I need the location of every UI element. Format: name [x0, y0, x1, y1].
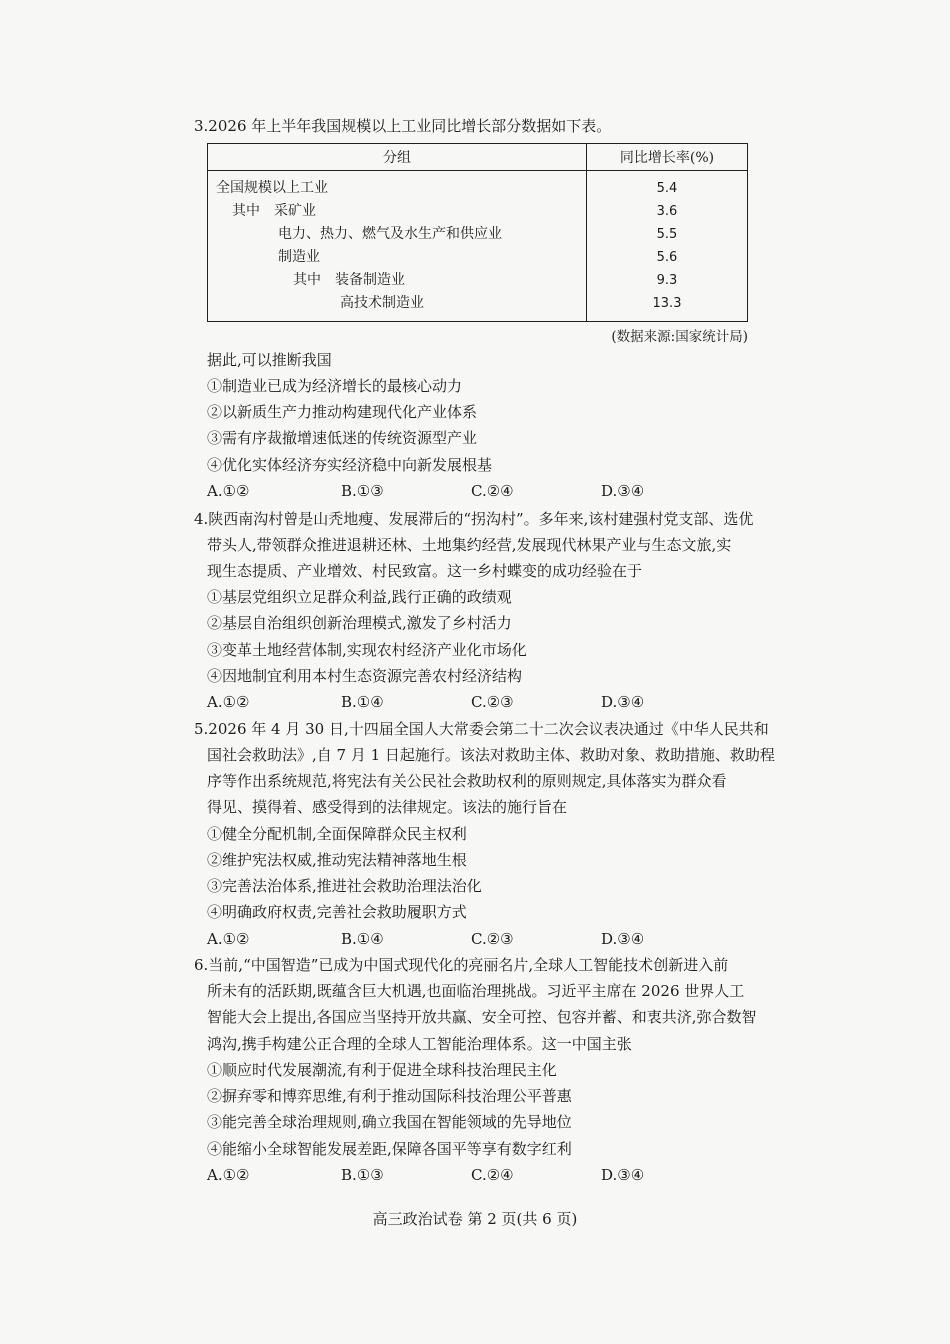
- row-value: 5.4: [656, 181, 678, 196]
- choice-b: B.①③: [341, 482, 384, 500]
- q5-stem-line-3: 序等作出系统规范,将宪法有关公民社会救助权利的原则规定,具体落实为群众看: [207, 772, 727, 790]
- table-row: [208, 223, 748, 246]
- choice-c: C.②③: [471, 930, 514, 948]
- choice-a: A.①②: [207, 482, 250, 500]
- row-label: 全国规模以上工业: [208, 171, 587, 201]
- row-label: 制造业: [208, 246, 587, 269]
- row-value: 13.3: [652, 296, 682, 311]
- growth-table: [207, 143, 748, 322]
- row-value: 3.6: [656, 204, 678, 219]
- choice-d: D.③④: [601, 930, 645, 948]
- q5-option-3: ③完善法治体系,推进社会救助治理法治化: [207, 877, 482, 895]
- table-header-row: [208, 144, 748, 171]
- table-row: [208, 292, 748, 322]
- choice-c: C.②③: [471, 693, 514, 711]
- q3-option-1: ①制造业已成为经济增长的最核心动力: [207, 377, 463, 395]
- q3-option-4: ④优化实体经济夯实经济稳中向新发展根基: [207, 456, 493, 474]
- q4-stem-line-1: 4.陕西南沟村曾是山秃地瘦、发展滞后的“拐沟村”。多年来,该村建强村党支部、选优: [194, 510, 754, 528]
- q4-option-2: ②基层自治组织创新治理模式,激发了乡村活力: [207, 614, 512, 632]
- q3-prompt: 据此,可以推断我国: [207, 351, 332, 369]
- q4-choices: [207, 692, 667, 712]
- q6-choices: [207, 1165, 667, 1185]
- q6-stem-line-2: 所未有的活跃期,既蕴含巨大机遇,也面临治理挑战。习近平主席在 2026 世界人工: [207, 982, 745, 1000]
- row-value: 9.3: [656, 273, 678, 288]
- header-group: 分组: [208, 144, 587, 171]
- q5-stem-line-4: 得见、摸得着、感受得到的法律规定。该法的施行旨在: [207, 798, 568, 816]
- row-label: 其中 采矿业: [208, 200, 587, 223]
- table-row: [208, 171, 748, 201]
- choice-d: D.③④: [601, 1166, 645, 1184]
- q5-option-1: ①健全分配机制,全面保障群众民主权利: [207, 825, 467, 843]
- q6-option-3: ③能完善全球治理规则,确立我国在智能领域的先导地位: [207, 1113, 572, 1131]
- q4-stem-line-3: 现生态提质、产业增效、村民致富。这一乡村蝶变的成功经验在于: [207, 562, 643, 580]
- row-value: 5.5: [656, 227, 678, 242]
- q5-option-4: ④明确政府权责,完善社会救助履职方式: [207, 903, 467, 921]
- table-row: [208, 200, 748, 223]
- q5-choices: [207, 929, 667, 949]
- choice-d: D.③④: [601, 482, 645, 500]
- choice-b: B.①③: [341, 1166, 384, 1184]
- row-label: 电力、热力、燃气及水生产和供应业: [208, 223, 587, 246]
- choice-b: B.①④: [341, 930, 384, 948]
- q3-option-3: ③需有序裁撤增速低迷的传统资源型产业: [207, 429, 478, 447]
- choice-a: A.①②: [207, 930, 250, 948]
- row-label: 高技术制造业: [208, 292, 587, 322]
- choice-c: C.②④: [471, 482, 514, 500]
- row-label: 其中 装备制造业: [208, 269, 587, 292]
- q6-stem-line-3: 智能大会上提出,各国应当坚持开放共赢、安全可控、包容并蓄、和衷共济,弥合数智: [207, 1008, 757, 1026]
- q6-option-2: ②摒弃零和博弈思维,有利于推动国际科技治理公平普惠: [207, 1087, 572, 1105]
- q5-stem-line-2: 国社会救助法》,自 7 月 1 日起施行。该法对救助主体、救助对象、救助措施、救助程: [207, 746, 775, 764]
- data-source-note: (数据来源:国家统计局): [611, 329, 748, 345]
- q5-stem-line-1: 5.2026 年 4 月 30 日,十四届全国人大常委会第二十二次会议表决通过《中华人民共和: [194, 720, 769, 738]
- choice-d: D.③④: [601, 693, 645, 711]
- q6-stem-line-4: 鸿沟,携手构建公正合理的全球人工智能治理体系。这一中国主张: [207, 1035, 632, 1053]
- q4-stem-line-2: 带头人,带领群众推进退耕还林、土地集约经营,发展现代林果产业与生态文旅,实: [207, 536, 732, 554]
- q4-option-3: ③变革土地经营体制,实现农村经济产业化市场化: [207, 641, 527, 659]
- q4-option-1: ①基层党组织立足群众利益,践行正确的政绩观: [207, 588, 512, 606]
- q3-stem: 3.2026 年上半年我国规模以上工业同比增长部分数据如下表。: [194, 117, 612, 135]
- q3-choices: [207, 481, 667, 501]
- table-row: [208, 246, 748, 269]
- choice-a: A.①②: [207, 693, 250, 711]
- choice-b: B.①④: [341, 693, 384, 711]
- q5-option-2: ②维护宪法权威,推动宪法精神落地生根: [207, 851, 467, 869]
- row-value: 5.6: [656, 250, 678, 265]
- header-growth-rate: 同比增长率(%): [587, 144, 748, 171]
- q4-option-4: ④因地制宜利用本村生态资源完善农村经济结构: [207, 667, 523, 685]
- choice-c: C.②④: [471, 1166, 514, 1184]
- q6-option-1: ①顺应时代发展潮流,有利于促进全球科技治理民主化: [207, 1061, 557, 1079]
- table-row: [208, 269, 748, 292]
- q6-option-4: ④能缩小全球智能发展差距,保障各国平等享有数字红利: [207, 1140, 572, 1158]
- q6-stem-line-1: 6.当前,“中国智造”已成为中国式现代化的亮丽名片,全球人工智能技术创新进入前: [194, 956, 729, 974]
- q3-option-2: ②以新质生产力推动构建现代化产业体系: [207, 403, 478, 421]
- choice-a: A.①②: [207, 1166, 250, 1184]
- page-footer: 高三政治试卷 第 2 页(共 6 页): [372, 1210, 578, 1228]
